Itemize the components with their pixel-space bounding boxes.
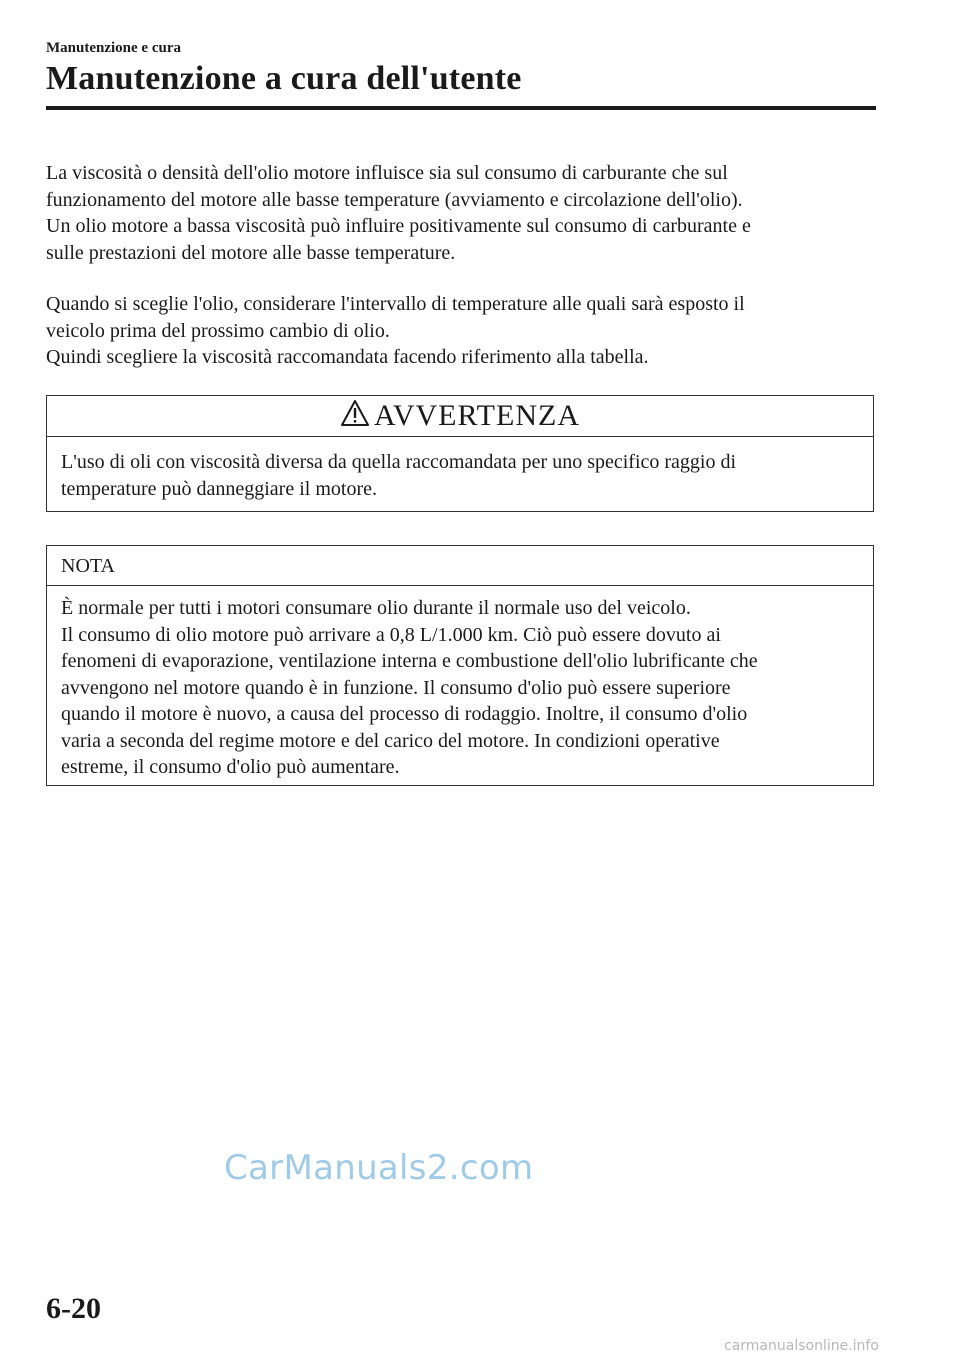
note-title: NOTA — [47, 546, 873, 586]
text-line: varia a seconda del regime motore e del carico del motore. In condizioni operative — [61, 729, 720, 752]
text-line: Il consumo di olio motore può arrivare a 0,8 L/1.000 km. Ciò può essere dovuto ai — [61, 623, 721, 646]
warning-text — [47, 437, 873, 503]
warning-box — [46, 395, 874, 512]
choice-paragraph — [46, 291, 866, 371]
footer-site-link[interactable]: carmanualsonline.info — [724, 1338, 879, 1354]
title-rule — [46, 106, 876, 110]
intro-paragraph — [46, 160, 866, 266]
text-line: L'uso di oli con viscosità diversa da quella raccomandata per uno specifico raggio di — [61, 451, 737, 473]
text-line: estreme, il consumo d'olio può aumentare. — [61, 756, 400, 778]
text-line: sulle prestazioni del motore alle basse temperature. — [46, 241, 456, 264]
text-line: avvengono nel motore quando è in funzione. Il consumo d'olio può essere superiore — [61, 676, 731, 699]
watermark: CarManuals2.com — [224, 1148, 534, 1188]
text-line: quando il motore è nuovo, a causa del processo di rodaggio. Inoltre, il consumo d'olio — [61, 703, 748, 725]
text-line: Quando si sceglie l'olio, considerare l'intervallo di temperature alle quali sarà esposto il — [46, 293, 745, 315]
page-number: 6-20 — [46, 1292, 101, 1325]
text-line: temperature può danneggiare il motore. — [61, 478, 377, 500]
warning-header — [47, 396, 873, 437]
text-line: È normale per tutti i motori consumare olio durante il normale uso del veicolo. — [61, 597, 691, 619]
note-box — [46, 545, 874, 786]
warning-title: AVVERTENZA — [374, 399, 580, 432]
warning-triangle-icon — [340, 399, 370, 427]
text-line: veicolo prima del prossimo cambio di olio. — [46, 319, 390, 342]
page-title: Manutenzione a cura dell'utente — [46, 60, 522, 97]
text-line: La viscosità o densità dell'olio motore influisce sia sul consumo di carburante che sul — [46, 162, 728, 184]
text-line: Un olio motore a bassa viscosità può influire positivamente sul consumo di carburante e — [46, 215, 751, 237]
text-line: Quindi scegliere la viscosità raccomandata facendo riferimento alla tabella. — [46, 346, 649, 368]
text-line: fenomeni di evaporazione, ventilazione interna e combustione dell'olio lubrificante che — [61, 650, 758, 672]
text-line: funzionamento del motore alle basse temperature (avviamento e circolazione dell'olio). — [46, 188, 743, 211]
section-label: Manutenzione e cura — [46, 40, 181, 56]
note-text — [47, 586, 873, 781]
